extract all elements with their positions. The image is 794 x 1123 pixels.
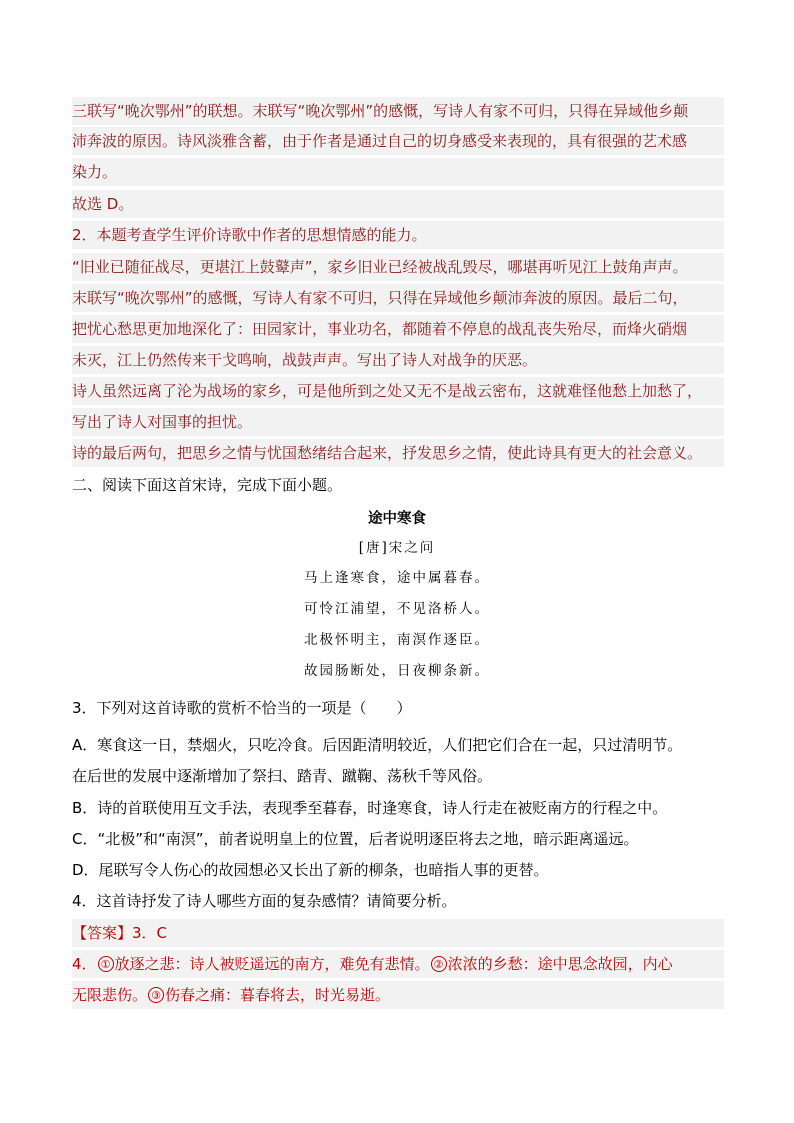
analysis-line-8: 把忧心愁思更加地深化了：田园家计，事业功名，都随着不停息的战乱丧失殆尽，而烽火硝烟 <box>72 315 724 343</box>
circled-number-1: ① <box>98 956 114 972</box>
analysis-line-3: 染力。 <box>72 158 724 186</box>
poem-line-3: 北极怀明主，南溟作逐臣。 <box>304 632 490 648</box>
analysis-line-11: 写出了诗人对国事的担忧。 <box>72 408 724 436</box>
analysis-line-2: 沛奔波的原因。诗风淡雅含蓄，由于作者是通过自己的切身感受来表现的，具有很强的艺术感 <box>72 127 724 155</box>
analysis-line-10: 诗人虽然远离了沦为战场的家乡，可是他所到之处又无不是战云密布，这就难怪他愁上加愁了， <box>72 377 724 405</box>
analysis-line-5: 2．本题考查学生评价诗歌中作者的思想情感的能力。 <box>72 221 724 249</box>
question-4-stem: 4．这首诗抒发了诗人哪些方面的复杂感情？请简要分析。 <box>72 892 457 910</box>
analysis-line-9: 未灭，江上仍然传来干戈鸣响，战鼓声声。写出了诗人对战争的厌恶。 <box>72 346 724 374</box>
analysis-line-6: “旧业已随征战尽，更堪江上鼓鼙声”，家乡旧业已经被战乱毁尽，哪堪再听见江上鼓角声声。 <box>72 253 724 281</box>
answer-line-3 <box>72 981 724 1009</box>
analysis-line-4: 故选 D。 <box>72 190 724 218</box>
answer-point-3: 伤春之痛：暮春将去，时光易逝。 <box>165 986 391 1004</box>
analysis-line-7: 末联写“晚次鄂州”的感慨，写诗人有家不可归，只得在异域他乡颠沛奔波的原因。最后二句， <box>72 284 724 312</box>
circled-number-3: ③ <box>148 987 164 1003</box>
answer-line-2 <box>72 950 724 978</box>
analysis-line-12: 诗的最后两句，把思乡之情与忧国愁绪结合起来，抒发思乡之情，使此诗具有更大的社会意义。 <box>72 439 724 467</box>
analysis-line-1: 三联写“晚次鄂州”的联想。末联写“晚次鄂州”的感慨，写诗人有家不可归，只得在异域他乡颠 <box>72 97 724 125</box>
answer-point-1: 放逐之悲：诗人被贬遥远的南方，难免有悲情。 <box>114 955 430 973</box>
poem-title: 途中寒食 <box>368 511 426 527</box>
section-heading: 二、阅读下面这首宋诗，完成下面小题。 <box>72 476 343 494</box>
option-a-line-1: A．寒食这一日，禁烟火，只吃冷食。后因距清明较近，人们把它们合在一起，只过清明节。 <box>72 736 683 754</box>
answer-q3: 3．C <box>132 924 168 942</box>
answer-point-2-cont: 无限悲伤。 <box>72 986 148 1004</box>
poem-line-2: 可怜江浦望，不见洛桥人。 <box>304 601 490 617</box>
option-c: C．“北极”和“南溟”，前者说明皇上的位置，后者说明逐臣将去之地，暗示距离遥远。 <box>72 830 639 848</box>
poem-line-4: 故园肠断处，日夜柳条新。 <box>304 663 490 679</box>
answer-tag: 【答案】 <box>72 924 133 942</box>
poem-line-1: 马上逢寒食，途中属暮春。 <box>304 570 490 586</box>
answer-point-2: 浓浓的乡愁：途中思念故园，内心 <box>447 955 673 973</box>
option-b: B．诗的首联使用互文手法，表现季至暮春，时逢寒食，诗人行走在被贬南方的行程之中。 <box>72 799 668 817</box>
option-a-line-2: 在后世的发展中逐渐增加了祭扫、踏青、蹴鞠、荡秋千等风俗。 <box>72 767 493 785</box>
answer-q4-prefix: 4． <box>72 955 97 973</box>
option-d: D．尾联写令人伤心的故园想必又长出了新的柳条，也暗指人事的更替。 <box>72 861 549 879</box>
circled-number-2: ② <box>431 956 447 972</box>
answer-line-1 <box>72 919 724 947</box>
poem-author: [唐]宋之问 <box>358 540 436 556</box>
question-3-stem: 3．下列对这首诗歌的赏析不恰当的一项是（ ） <box>72 699 412 717</box>
